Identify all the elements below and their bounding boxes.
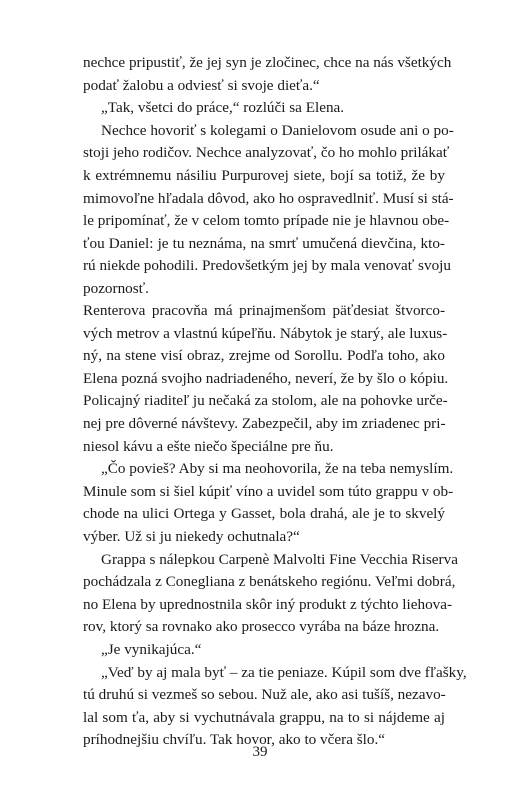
page-number: 39 <box>252 744 268 760</box>
text-line: Nechce hovoriť s kolegami o Danielovom osude ani o po- <box>101 121 454 139</box>
section-1-text <box>83 52 454 301</box>
text-line: Renterova pracovňa má prinajmenšom päťdesiat štvorco- <box>83 302 445 319</box>
text-line: chode na ulici Ortega y Gasset, bola drahá, ale je to skvelý <box>83 505 445 523</box>
text-line: príhodnejšiu chvíľu. Tak hovor, ako to včera šlo.“ <box>83 731 385 749</box>
text-line: ný, na stene visí obraz, zrejme od Sorollu. Podľa toho, ako <box>83 347 445 365</box>
text-line: „Veď by aj mala byť – za tie peniaze. Kúpil som dve fľašky, <box>101 663 467 681</box>
text-line: lal som ťa, aby si vychutnávala grappu, na to si nájdeme aj <box>83 708 445 726</box>
text-line: „Čo povieš? Aby si ma neohovorila, že na teba nemyslím. <box>101 460 454 478</box>
text-line: stoji jeho rodičov. Nechce analyzovať, čo ho mohlo prilákať <box>83 144 450 162</box>
text-line: mimovoľne hľadala dôvod, ako ho ospravedlniť. Musí si stá- <box>83 189 454 207</box>
text-line: tú druhú si vezmeš so sebou. Nuž ale, ako asi tušíš, nezavo- <box>83 686 446 704</box>
section-2-text <box>83 300 467 752</box>
text-line: výber. Už si ju niekedy ochutnala?“ <box>83 527 300 545</box>
text-line: le pripomínať, že v celom tomto prípade nie je hlavnou obe- <box>83 212 450 230</box>
text-line: nej pre dôverné návštevy. Zabezpečil, aby im zriadenec pri- <box>83 414 446 432</box>
text-line: podať žalobu a odviesť si svoje dieťa.“ <box>83 76 320 94</box>
text-line: nechce pripustiť, že jej syn je zločinec, chce na nás všetkých <box>83 54 452 71</box>
text-line: ťou Daniel: je tu neznáma, na smrť umučená dievčina, kto- <box>83 234 445 252</box>
text-line: pozornosť. <box>83 279 149 297</box>
text-line: pochádzala z Conegliana z benátskeho regiónu. Veľmi dobrá, <box>83 573 456 591</box>
text-line: rú niekde pohodili. Predovšetkým jej by mala venovať svoju <box>83 257 451 275</box>
text-line: Minule som si šiel kúpiť víno a uvidel som túto grappu v ob- <box>83 482 454 500</box>
text-line: niesol kávu a ešte niečo špeciálne pre ňu. <box>83 437 334 455</box>
text-line: no Elena by uprednostnila skôr iný produkt z týchto liehova- <box>83 595 453 613</box>
text-line: Grappa s nálepkou Carpenè Malvolti Fine Vecchia Riserva <box>101 550 458 568</box>
text-line: k extrémnemu násiliu Purpurovej siete, bojí sa totiž, že by <box>83 166 445 184</box>
text-line: Elena pozná svojho nadriadeného, neverí, že by šlo o kópiu. <box>83 369 449 387</box>
text-line: rov, ktorý sa rovnako ako prosecco vyrába na báze hrozna. <box>83 618 440 636</box>
text-line: „Tak, všetci do práce,“ rozlúči sa Elena. <box>101 99 345 117</box>
text-line: „Je vynikajúca.“ <box>101 640 202 658</box>
text-line: vých metrov a vlastnú kúpeľňu. Nábytok je starý, ale luxus- <box>83 324 448 342</box>
text-line: Policajný riaditeľ ju nečaká za stolom, ale na pohovke urče- <box>83 392 448 410</box>
